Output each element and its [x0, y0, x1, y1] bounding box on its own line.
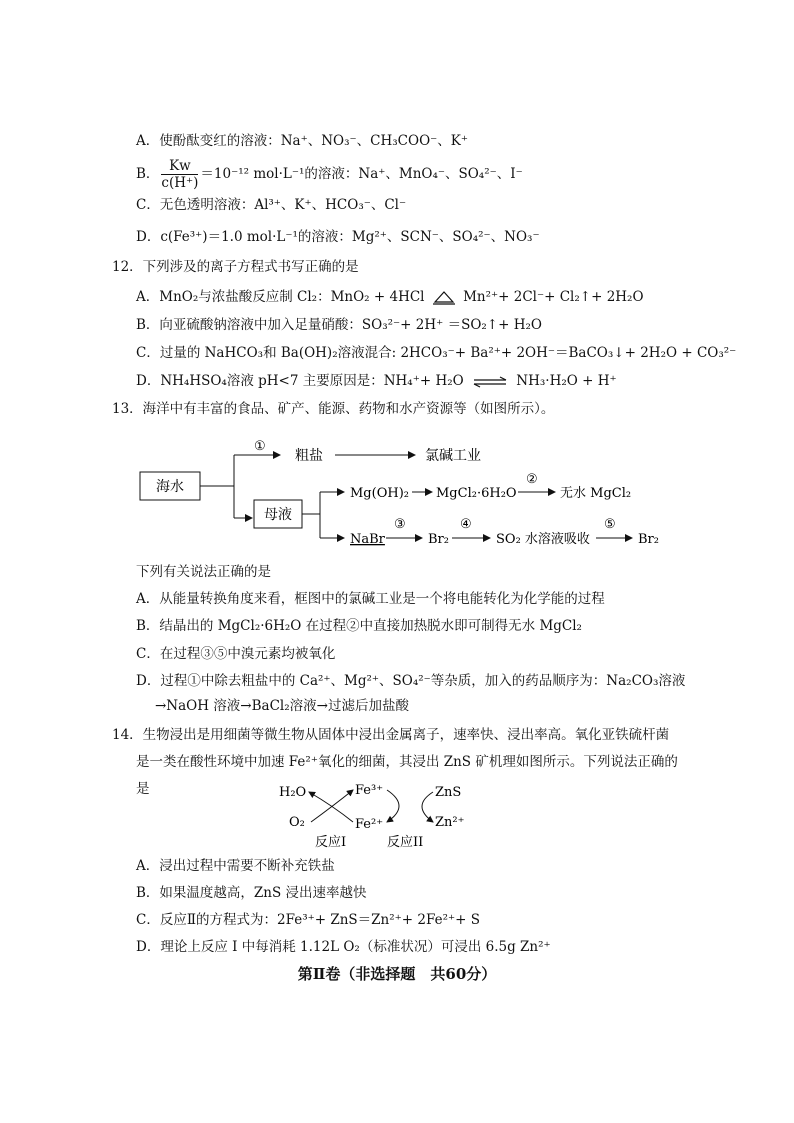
nabr-label: NaBr [350, 532, 385, 547]
q12-option-d [136, 372, 617, 390]
q11-option-c: C．无色透明溶液：Al³⁺、K⁺、HCO₃⁻、Cl⁻ [136, 197, 407, 213]
zn2-label: Zn²⁺ [435, 815, 465, 830]
fe2-label: Fe²⁺ [355, 817, 384, 832]
step5-label: ⑤ [604, 517, 616, 532]
q11-fraction-numerator: Kw [161, 158, 198, 175]
section-heading: 第Ⅱ卷（非选择题 共60分） [297, 965, 497, 983]
q12-stem: 12．下列涉及的离子方程式书写正确的是 [112, 259, 359, 275]
q14-mechanism-diagram [275, 778, 485, 850]
mother-liquor-label: 母液 [264, 507, 292, 523]
br2-label-a: Br₂ [428, 532, 449, 547]
mgcl2-hydrate-label: MgCl₂·6H₂O [436, 486, 517, 501]
q13-lead: 下列有关说法正确的是 [136, 564, 271, 580]
h2o-label: H₂O [279, 785, 307, 800]
heat-triangle-icon [433, 291, 455, 305]
q11-fraction-denominator: c(H⁺) [161, 175, 199, 191]
q11-option-a: A．使酚酞变红的溶液：Na⁺、NO₃⁻、CH₃COO⁻、K⁺ [136, 133, 468, 149]
so2-absorb-label: SO₂ 水溶液吸收 [496, 532, 590, 547]
q11-option-b-prefix: B． [136, 166, 160, 182]
q11-option-b-suffix: ＝10⁻¹² mol·L⁻¹的溶液：Na⁺、MnO₄⁻、SO₄²⁻、I⁻ [200, 166, 523, 182]
step3-label: ③ [394, 517, 406, 532]
step2-label: ② [526, 472, 538, 487]
reaction2-label: 反应II [387, 835, 424, 850]
q13-flow-diagram [130, 430, 690, 555]
step1-label: ① [254, 439, 266, 454]
q12-option-d-left: D．NH₄HSO₄溶液 pH<7 主要原因是：NH₄⁺+ H₂O [136, 373, 464, 389]
br2-label-b: Br₂ [638, 532, 659, 547]
q13-stem: 13．海洋中有丰富的食品、矿产、能源、药物和水产资源等（如图所示）。 [112, 401, 555, 417]
q14-stem-line3: 是 [136, 781, 150, 797]
zns-label: ZnS [435, 785, 462, 800]
seawater-label: 海水 [156, 479, 184, 495]
reaction1-label: 反应I [315, 835, 347, 850]
q13-option-d-line2: →NaOH 溶液→BaCl₂溶液→过滤后加盐酸 [155, 698, 409, 714]
q11-fraction [161, 158, 198, 191]
mgoh2-label: Mg(OH)₂ [350, 486, 409, 501]
q12-option-b: B．向亚硫酸钠溶液中加入足量硝酸：SO₃²⁻+ 2H⁺ ＝SO₂↑+ H₂O [136, 317, 542, 333]
fe3-label: Fe³⁺ [355, 783, 384, 798]
q11-option-d: D．c(Fe³⁺)＝1.0 mol·L⁻¹的溶液：Mg²⁺、SCN⁻、SO₄²⁻、NO₃⁻ [136, 229, 540, 245]
q13-option-a: A．从能量转换角度来看，框图中的氯碱工业是一个将电能转化为化学能的过程 [136, 591, 605, 607]
q13-option-b: B．结晶出的 MgCl₂·6H₂O 在过程②中直接加热脱水即可制得无水 MgCl₂ [136, 618, 582, 634]
q12-option-a [136, 288, 644, 306]
step4-label: ④ [460, 517, 472, 532]
q14-stem-line1: 14．生物浸出是用细菌等微生物从固体中浸出金属离子，速率快、浸出率高。氧化亚铁硫杆菌 [112, 727, 670, 743]
q12-option-d-right: NH₃·H₂O + H⁺ [516, 373, 617, 389]
q13-option-d-line1: D．过程①中除去粗盐中的 Ca²⁺、Mg²⁺、SO₄²⁻等杂质，加入的药品顺序为：Na₂CO₃溶液 [136, 673, 686, 689]
o2-label: O₂ [289, 815, 305, 830]
q13-option-c: C．在过程③⑤中溴元素均被氧化 [136, 646, 336, 662]
q12-option-a-left: A．MnO₂与浓盐酸反应制 Cl₂：MnO₂ + 4HCl [136, 289, 425, 305]
q14-stem-line2: 是一类在酸性环境中加速 Fe²⁺氧化的细菌，其浸出 ZnS 矿机理如图所示。下列说法正确的 [136, 754, 678, 770]
q11-option-b [136, 158, 523, 191]
q14-option-b: B．如果温度越高，ZnS 浸出速率越快 [136, 885, 367, 901]
chlor-alkali-label: 氯碱工业 [425, 448, 481, 464]
q14-option-a: A．浸出过程中需要不断补充铁盐 [136, 858, 335, 874]
crude-salt-label: 粗盐 [295, 448, 323, 464]
anhydrous-mgcl2-label: 无水 MgCl₂ [560, 486, 632, 501]
q14-option-c: C．反应Ⅱ的方程式为：2Fe³⁺+ ZnS＝Zn²⁺+ 2Fe²⁺+ S [136, 912, 480, 928]
q12-option-a-right: Mn²⁺+ 2Cl⁻+ Cl₂↑+ 2H₂O [463, 289, 644, 305]
q12-option-c: C．过量的 NaHCO₃和 Ba(OH)₂溶液混合: 2HCO₃⁻+ Ba²⁺+ 2OH⁻＝BaCO₃↓+ 2H₂O + CO₃²⁻ [136, 345, 737, 361]
equilibrium-arrow-icon [472, 376, 508, 388]
q14-option-d: D．理论上反应 I 中每消耗 1.12L O₂（标准状况）可浸出 6.5g Zn²⁺ [136, 939, 551, 955]
